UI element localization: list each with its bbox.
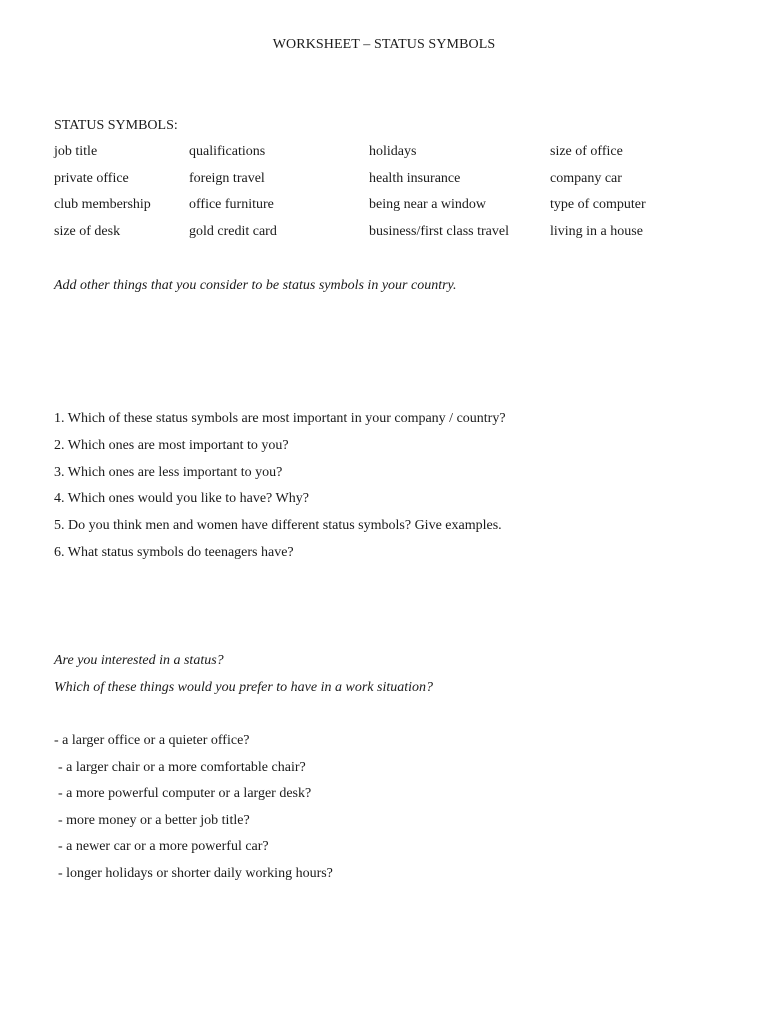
symbol-cell: holidays [369, 144, 417, 159]
question-item: 2. Which ones are most important to you? [54, 437, 289, 453]
question-item: 3. Which ones are less important to you? [54, 464, 283, 480]
symbol-cell: health insurance [369, 170, 461, 186]
symbol-cell: office furniture [189, 197, 274, 213]
symbol-cell: business/first class travel [369, 224, 509, 240]
choice-item: - a more powerful computer or a larger desk? [58, 786, 312, 802]
symbols-row [54, 197, 714, 224]
question-item: 5. Do you think men and women have different status symbols? Give examples. [54, 518, 502, 534]
symbol-cell: size of desk [54, 224, 121, 240]
symbol-cell: being near a window [369, 197, 487, 213]
choice-item: - a newer car or a more powerful car? [58, 839, 269, 855]
symbol-cell: gold credit card [189, 224, 277, 240]
status-symbols-table [54, 144, 714, 251]
symbol-cell: qualifications [189, 144, 266, 159]
question-item: 4. Which ones would you like to have? Why? [54, 491, 309, 507]
symbol-cell: living in a house [550, 224, 643, 240]
symbol-cell: club membership [54, 197, 151, 213]
question-item: 1. Which of these status symbols are most important in your company / country? [54, 411, 506, 426]
question-item: 6. What status symbols do teenagers have? [54, 544, 294, 560]
symbol-cell: foreign travel [189, 170, 265, 186]
symbol-cell: private office [54, 170, 129, 186]
preference-choices [54, 733, 333, 893]
choice-item: - a larger office or a quieter office? [54, 733, 250, 748]
worksheet-title: WORKSHEET – STATUS SYMBOLS [272, 37, 496, 52]
choice-item: - a larger chair or a more comfortable chair? [58, 759, 306, 775]
interest-question: Are you interested in a status? [54, 653, 224, 668]
symbols-row [54, 144, 714, 171]
symbol-cell: job title [54, 144, 98, 159]
symbols-row [54, 224, 714, 251]
symbol-cell: type of computer [550, 197, 646, 213]
symbols-row [54, 171, 714, 198]
preference-question: Which of these things would you prefer to have in a work situation? [54, 679, 433, 695]
status-symbols-heading: STATUS SYMBOLS: [54, 118, 178, 133]
symbol-cell: size of office [550, 144, 623, 159]
instruction-text: Add other things that you consider to be status symbols in your country. [54, 278, 457, 293]
symbol-cell: company car [550, 170, 622, 186]
choice-item: - longer holidays or shorter daily working hours? [58, 865, 333, 881]
interest-prompt [54, 653, 433, 707]
discussion-questions [54, 411, 506, 572]
choice-item: - more money or a better job title? [58, 812, 250, 828]
